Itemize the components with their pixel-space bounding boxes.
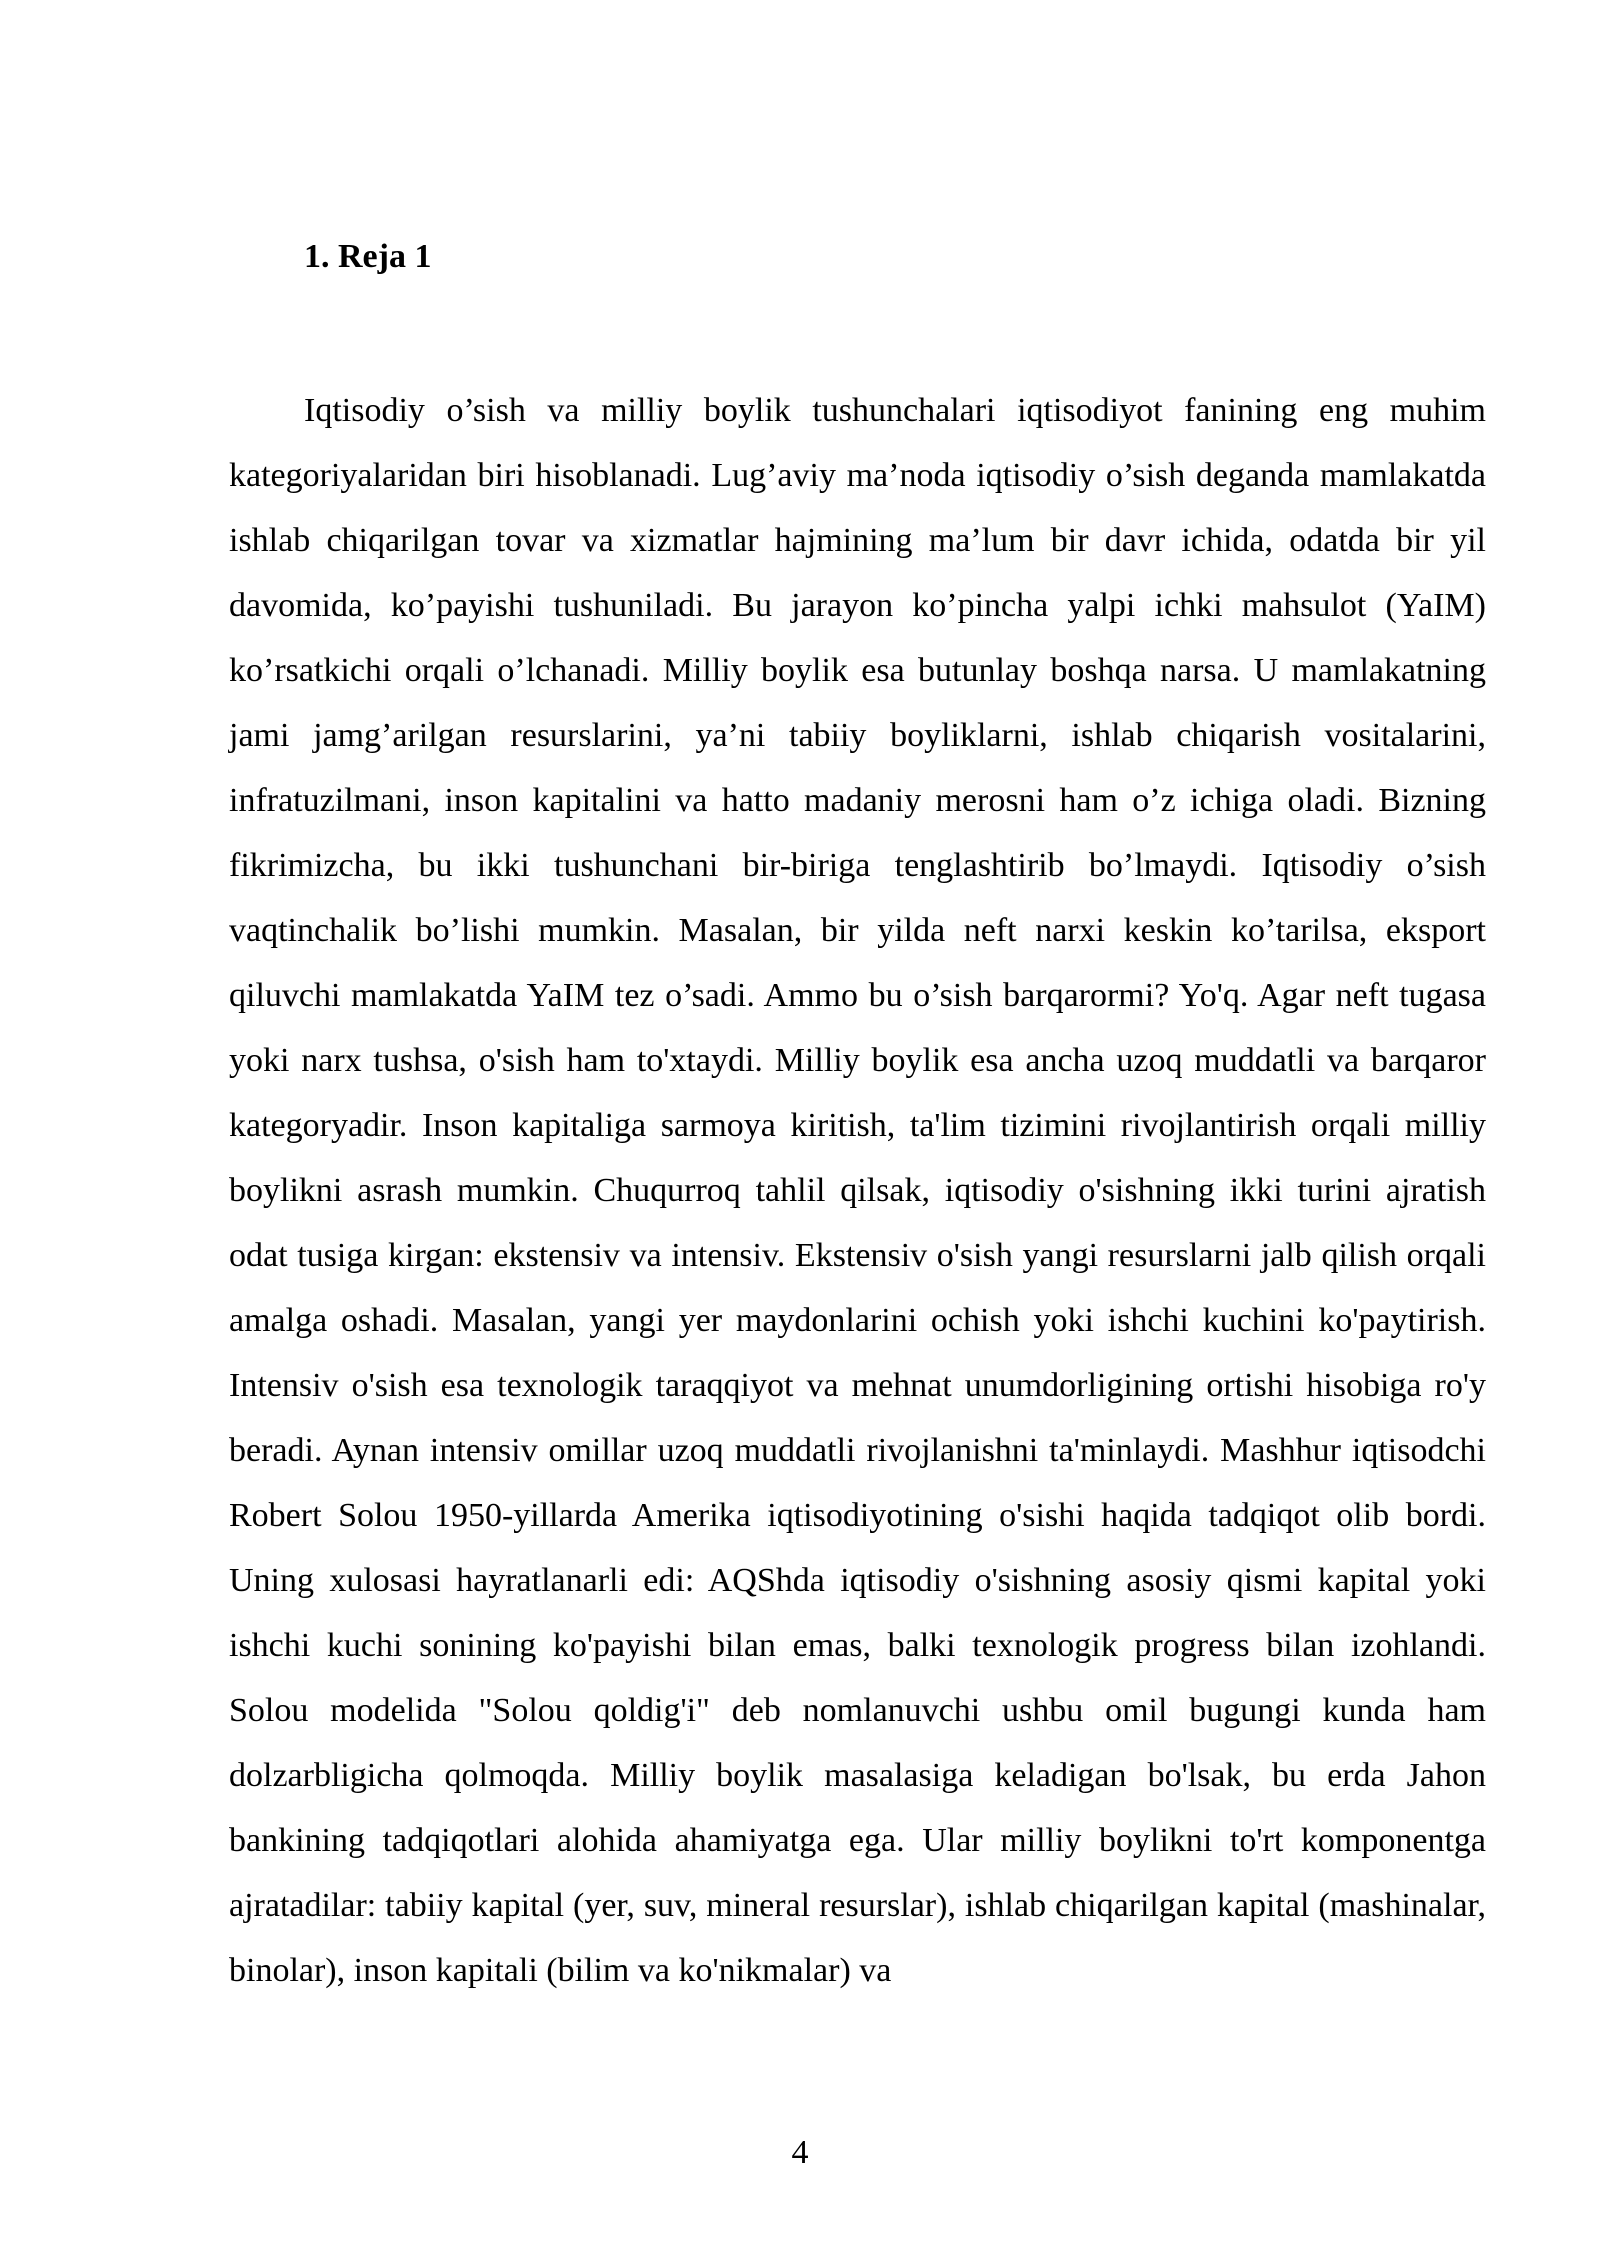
page-number: 4 [791,2134,809,2171]
body-paragraph: Iqtisodiy o’sish va milliy boylik tushunchalari iqtisodiyot fanining eng muhim kategoriyalaridan biri hisoblanadi. Lug’aviy ma’noda iqtisodiy o’sish deganda mamlakatda ishlab chiqarilgan tovar va xizmatlar hajmining ma’lum bir davr ichida, odatda bir yil davomida, ko’payishi tushuniladi. Bu jarayon ko’pincha yalpi ichki mahsulot (YaIM) ko’rsatkichi orqali o’lchanadi. Milliy boylik esa butunlay boshqa narsa. U mamlakatning jami jamg’arilgan resurslarini, ya’ni tabiiy boyliklarni, ishlab chiqarish vositalarini, infratuzilmani, inson kapitalini va hatto madaniy merosni ham o’z ichiga oladi. Bizning fikrimizcha, bu ikki tushunchani bir-biriga tenglashtirib bo’lmaydi. Iqtisodiy o’sish vaqtinchalik bo’lishi mumkin. Masalan, bir yilda neft narxi keskin ko’tarilsa, eksport qiluvchi mamlakatda YaIM tez o’sadi. Ammo bu o’sish barqarormi? Yo'q. Agar neft tugasa yoki narx tushsa, o'sish ham to'xtaydi. Milliy boylik esa ancha uzoq muddatli va barqaror kategoryadir. Inson kapitaliga sarmoya kiritish, ta'lim tizimini rivojlantirish orqali milliy boylikni asrash mumkin. Chuqurroq tahlil qilsak, iqtisodiy o'sishning ikki turini ajratish odat tusiga kirgan: ekstensiv va intensiv. Ekstensiv o'sish yangi resurslarni jalb qilish orqali amalga oshadi. Masalan, yangi yer maydonlarini ochish yoki ishchi kuchini ko'paytirish. Intensiv o'sish esa texnologik taraqqiyot va mehnat unumdorligining ortishi hisobiga ro'y beradi. Aynan intensiv omillar uzoq muddatli rivojlanishni ta'minlaydi. Mashhur iqtisodchi Robert Solou 1950-yillarda Amerika iqtisodiyotining o'sishi haqida tadqiqot olib bordi. Uning xulosasi hayratlanarli edi: AQShda iqtisodiy o'sishning asosiy qismi kapital yoki ishchi kuchi sonining ko'payishi bilan emas, balki texnologik progress bilan izohlandi. Solou modelida "Solou qoldig'i" deb nomlanuvchi ushbu omil bugungi kunda ham dolzarbligicha qolmoqda. Milliy boylik masalasiga keladigan bo'lsak, bu erda Jahon bankining tadqiqotlari alohida ahamiyatga ega. Ular milliy boylikni to'rt komponentga ajratadilar: tabiiy kapital (yer, suv, mineral resurslar), ishlab chiqarilgan kapital (mashinalar, binolar), inson kapitali (bilim va ko'nikmalar) va [229,392,1486,1989]
section-heading: 1. Reja 1 [304,238,432,275]
